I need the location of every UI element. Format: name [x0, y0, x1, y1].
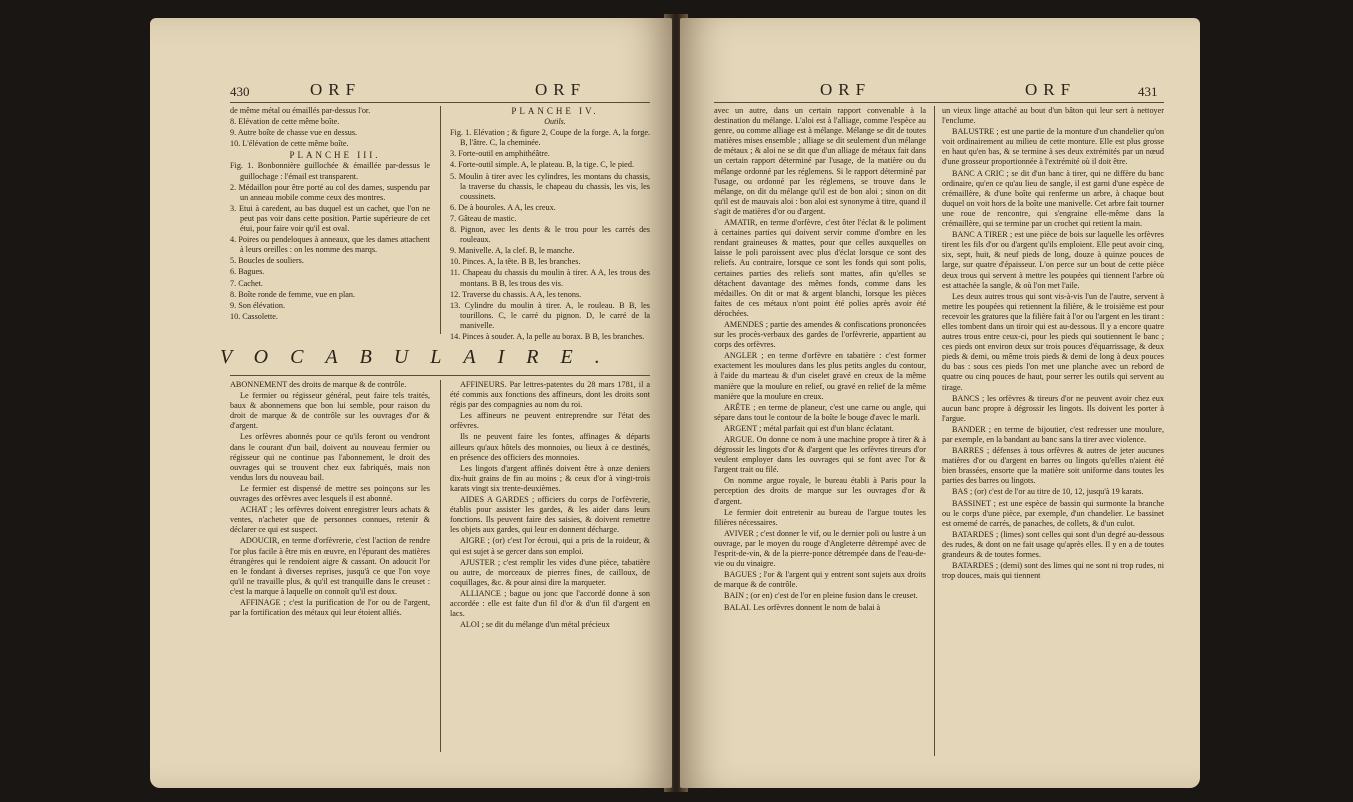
- plate-item: 5. Boucles de souliers.: [230, 256, 304, 266]
- plate-item: 14. Pinces à souder. A, la pelle au borax. B B, les branches.: [450, 331, 645, 341]
- entry: BASSINET ; est une espèce de bassin qui surmonte la branche ou le corps d'une pièce, par exemple, d'un chandelier. Le bassinet est ornemé de carrés, de panaches, de collets, & d'un culot.: [942, 498, 1164, 528]
- plate-item: 13. Cylindre du moulin à tirer. A, le rouleau. B B, les tourillons. C, le carré du pignon. D, le carré de la manivelle.: [450, 300, 650, 330]
- entry: Le fermier ou régisseur général, peut faire tels traités, baux & abonnemens que bon lui semble, pour raison du droit de marque & de contrôle sur les ouvrages d'or & d'argent.: [230, 391, 430, 431]
- entry: BANCS ; les orfèvres & tireurs d'or ne peuvent avoir chez eux aucun banc propre à dégrossir les lingots. Ils doivent les porter à l'argue.: [942, 393, 1164, 423]
- right-page: [680, 18, 1200, 788]
- entry: ANGLER ; en terme d'orfèvre en tabatière : c'est former exactement les moulures dans les plus petits angles du contour, à l'aide du marteau & d'un ciselet gravé en creux de la même manière que la moulure en relief, ou gravé en relief de la même manière que la moulure en creux.: [714, 351, 926, 401]
- entry: ALOI ; se dit du mélange d'un métal précieux: [460, 620, 610, 630]
- text-line: 8. Elévation de cette même boîte.: [230, 117, 340, 127]
- column-divider-right: [934, 106, 935, 756]
- entry: BALUSTRE ; est une partie de la monture d'un chandelier qu'on voit ordinairement au milieu de cette monture. Elle est plus grosse en haut qu'en bas, & se termine à ses deux extrémités par un nœud d'une grosseur proportionnée à l'extrémité où il doit être.: [942, 127, 1164, 167]
- running-head-left: ORF: [310, 80, 362, 99]
- left-col2-vocab: [450, 380, 650, 631]
- plate-item: 4. Poires ou pendeloques à anneaux, que les dames attachent à leurs oreilles : on les nomme des marqs.: [230, 235, 430, 255]
- left-col1-plates: [230, 106, 430, 323]
- entry: ARGENT ; métal parfait qui est d'un blanc éclatant.: [724, 423, 894, 433]
- entry: ARGUE. On donne ce nom à une machine propre à tirer & à dégrossir les lingots d'or & d'argent que les orfèvres tireurs d'or veulent employer dans les ouvrages qui se font avec l'or & l'argent trait ou filé.: [714, 435, 926, 475]
- plate-item: 11. Chapeau du chassis du moulin à tirer. A A, les trous des montans. B B, les trous des vis.: [450, 268, 650, 288]
- entry: AFFINAGE ; c'est la purification de l'or ou de l'argent, par la fortification des métaux qui leur étoient alliés.: [230, 597, 430, 618]
- plate4-subheading: Outils.: [544, 117, 566, 127]
- entry: ARÊTE ; en terme de planeur, c'est une carne ou angle, qui sépare dans tout le contour de la boîte le bouge d'avec le marli.: [714, 402, 926, 422]
- text-line: 10. L'élévation de cette même boîte.: [230, 139, 349, 149]
- entry: BAIN ; (or en) c'est de l'or en pleine fusion dans le creuset.: [724, 591, 918, 601]
- entry: BAGUES ; l'or & l'argent qui y entrent sont sujets aux droits de marque & de contrôle.: [714, 570, 926, 590]
- plate-item: 8. Pignon, avec les dents & le trou pour les carrés des rouleaux.: [450, 225, 650, 245]
- column-divider-bottom: [440, 380, 441, 752]
- plate-item: 8. Boîte ronde de femme, vue en plan.: [230, 289, 356, 299]
- plate3-heading: PLANCHE III.: [289, 150, 381, 161]
- entry: Les deux autres trous qui sont vis-à-vis l'un de l'autre, servent à mettre les poupées qui retiennent la filière, & le troisième est pour recevoir les gratures que la filière fait à l'or ou l'argent en les tirant : elles tombent dans un tiroir qui est au-dessous. Il y a encore quatre autres trous entre ceux-ci, pour les pieds qui soutiennent le banc ; ces pieds ont environ deux sur trois pouces d'équarrissage, & deux pieds & demi, ou même trois pieds & demi de long à deux pouces du bas : sous ces pieds l'on met une planche avec un rebord de quatre ou cinq pouces de haut, pour serrer les outils qui servent au tirage.: [942, 291, 1164, 392]
- entry: Les orfèvres abonnés pour ce qu'ils feront ou vendront dans le courant d'un bail, doivent au nouveau fermier ou régisseur qui ne continue pas l'abonnement, le droit des ouvrages qui se trouvent chez eux fabriqués, mais non vendus lors du nouveau bail.: [230, 432, 430, 482]
- plate-item: 7. Gâteau de mastic.: [450, 213, 517, 223]
- entry: ALLIANCE ; bague ou jonc que l'accordé donne à son accordée : elle est faite d'un fil d'or & d'un fil d'argent en lacs.: [450, 588, 650, 619]
- plate-item: 6. De à bouroles. A A, les creux.: [450, 202, 556, 212]
- page-number-right: 431: [1138, 84, 1158, 99]
- entry: AMENDES ; partie des amendes & confiscations prononcées sur les procès-verbaux des gardes de l'orfèvrerie, appartient au corps des orfèvres.: [714, 319, 926, 350]
- left-col1-vocab: [230, 380, 430, 619]
- header-rule-right: [714, 102, 1164, 103]
- entry: un vieux linge attaché au bout d'un bâton qui leur sert à nettoyer l'enclume.: [942, 106, 1164, 126]
- plate-item: 5. Moulin à tirer avec les cylindres, les montans du chassis, la traverse du chassis, le chapeau du chassis, les vis, les coussinets.: [450, 171, 650, 201]
- entry: ADOUCIR, en terme d'orfèvrerie, c'est l'action de rendre l'or plus facile à être mis en œuvre, en l'épurant des matières étrangères qui le rendoient aigre & cassant. On adoucit l'or en le fondant à diverses reprises, jusqu'à ce que l'on voye qu'il ne travaille plus, & qu'il est tranquille dans le creuset : c'est la marque à laquelle on connoît qu'il est doux.: [230, 536, 430, 596]
- entry: Les lingots d'argent affinés doivent être à onze deniers dix-huit grains de fin au moins ; & ceux d'or à vingt-trois karats vingt six trente-deuxièmes.: [450, 463, 650, 493]
- text-line: 9. Autre boîte de chasse vue en dessus.: [230, 128, 358, 138]
- plate-item: 9. Manivelle. A, la clef. B, le manche.: [450, 246, 575, 256]
- vocabulaire-heading: VOCABULAIRE.: [220, 346, 622, 368]
- entry: BATARDES ; (demi) sont des limes qui ne sont ni trop rudes, ni trop douces, mais qui tiennent: [942, 561, 1164, 581]
- entry: BAS ; (or) c'est de l'or au titre de 10, 12, jusqu'à 19 karats.: [952, 487, 1144, 497]
- text-line: de même métal ou émaillés par-dessus l'or.: [230, 106, 371, 115]
- entry: ACHAT ; les orfèvres doivent enregistrer leurs achats & ventes, n'acheter que de personnes connues, retenir & déclarer ce qui est suspect.: [230, 505, 430, 535]
- entry: BANC A TIRER ; est une pièce de bois sur laquelle les orfèvres tirent les fils d'or ou d'argent qu'ils emploient. Elle peut avoir cinq, six, sept, huit, & neuf pieds de long, douze à quinze pouces de large, sur quatre d'épaisseur. L'on perce sur un bout de cette pièce deux trous qui servent à mettre les poupées qui tiennent l'arbre où est attachée la sangle, & où l'on met l'aile.: [942, 230, 1164, 290]
- page-number-left: 430: [230, 84, 250, 99]
- right-col1: [714, 106, 926, 614]
- entry: On nomme argue royale, le bureau établi à Paris pour la perception des droits de marque sur les ouvrages d'or & d'argent.: [714, 476, 926, 506]
- entry: BATARDES ; (limes) sont celles qui sont d'un degré au-dessous des rudes, & dont on ne fait usage qu'après elles. Il y en a de toutes grandeurs & de toutes formes.: [942, 529, 1164, 560]
- plate-item: 10. Cassolette.: [230, 311, 278, 321]
- plate-item: 3. Etui à caredent, au bas duquel est un cachet, que l'on ne peut pas voir dans cette position. Partie supérieure de cet étui, pour faire voir qu'il est oval.: [230, 203, 430, 234]
- column-divider-top: [440, 106, 441, 334]
- entry: avec un autre, dans un certain rapport convenable à la destination du mélange. L'aloi est à l'alliage, comme l'espèce au genre, ou comme alliage est à mélange. Mélange se dit de toutes matières mises ensemble ; alliage se dit seulement d'un mélange de métaux ; & aloi ne se dit que d'un alliage de métaux fait dans un certain rapport déterminé par l'usage, de la matière ou du mélange ordonné par les réglemens. Si le rapport déterminé par l'usage, ou ordonné par les réglemens, se trouve dans le mélange, on dit du mélange qu'il est de bon aloi ; sinon on dit qu'il est de mauvais aloi : bon aloi est synonyme à titre, quand il s'agit de matières d'or ou d'argent.: [714, 106, 926, 216]
- entry: BARRES ; défenses à tous orfèvres & autres de jeter aucunes matières d'or ou d'argent en barres ou lingots qu'elles n'aient été bien brassées, ensorte que la matière soit uniforme dans toutes les parties des barres ou lingots.: [942, 446, 1164, 486]
- left-col2-plates: [450, 106, 650, 343]
- entry: BANDER ; en terme de bijoutier, c'est redresser une moulure, par exemple, en la bandant au banc sans la tirer avec violence.: [942, 424, 1164, 444]
- plate-item: 10. Pinces. A, la tête. B B, les branches.: [450, 257, 581, 267]
- plate-item: 12. Traverse du chassis. A A, les tenons.: [450, 289, 582, 299]
- header-rule-left: [230, 102, 650, 103]
- entry: BANC A CRIC ; se dit d'un banc à tirer, qui ne diffère du banc ordinaire, qu'en ce qu'au lieu de sangle, il est garni d'une espèce de crémaillère, & d'une boîte qui renferme un arbre, à chaque bout duquel on voit hors de la boîte une manivelle. Cet arbre fait tourner une roue de rencontre, qui s'engraine elle-même dans la crémaillère, qui se termine par un crochet qui retient la main.: [942, 168, 1164, 229]
- entry: ABONNEMENT des droits de marque & de contrôle.: [230, 380, 407, 389]
- plate-item: 9. Son élévation.: [230, 300, 286, 310]
- entry: AIDES A GARDES ; officiers du corps de l'orfèvrerie, établis pour assister les gardes, & les aider dans leurs fonctions. Ils peuvent faire des saisies, & doivent remettre les objets aux gardes, qui leur en donnent décharge.: [450, 495, 650, 535]
- running-head-right: ORF: [820, 80, 872, 99]
- plate-item: 7. Cachet.: [230, 278, 263, 288]
- entry: Le fermier doit entretenir au bureau de l'argue toutes les filières nécessaires.: [714, 507, 926, 527]
- entry: Ils ne peuvent faire les fontes, affinages & départs ailleurs qu'aux hôtels des monnoies, ou lieux à ce destinés, en présence des officiers des monnoies.: [450, 432, 650, 462]
- running-head-left-col2: ORF: [535, 80, 587, 99]
- plate-item: Fig. 1. Bonbonnière guillochée & émaillée par-dessus le guillochage : l'émail est transparent.: [230, 161, 430, 181]
- plate-item: 4. Forte-outil simple. A, le plateau. B, la tige. C, le pied.: [450, 160, 634, 170]
- plate-item: 2. Médaillon pour être porté au col des dames, suspendu par un anneau mobile comme ceux des montres.: [230, 182, 430, 202]
- entry: Le fermier est dispensé de mettre ses poinçons sur les ouvrages des orfèvres avec lesquels il est abonné.: [230, 483, 430, 504]
- plate-item: 6. Bagues.: [230, 267, 265, 277]
- entry: AFFINEURS. Par lettres-patentes du 28 mars 1781, il a été commis aux fonctions des affineurs, dont les droits sont régis par des compagnies au nom du roi.: [450, 380, 650, 410]
- right-col2: [942, 106, 1164, 582]
- entry: BALAI. Les orfèvres donnent le nom de balai à: [724, 602, 881, 612]
- entry: AVIVER ; c'est donner le vif, ou le dernier poli ou lustre à un ouvrage, par le moyen du rouge d'Angleterre détrempé avec de l'esprit-de-vin, & de la pierre-ponce détrempée dans de l'eau-de-vie ou du vinaigre.: [714, 528, 926, 569]
- plate-item: Fig. 1. Elévation ; & figure 2, Coupe de la forge. A, la forge. B, l'âtre. C, la cheminée.: [450, 128, 650, 148]
- plate4-heading: PLANCHE IV.: [511, 106, 599, 116]
- plate-item: 3. Forte-outil en amphithéâtre.: [450, 149, 550, 159]
- section-rule: [230, 375, 650, 376]
- entry: AMATIR, en terme d'orfèvre, c'est ôter l'éclat & le poliment à certaines parties qui doivent servir comme d'ombre en les rendant graineuses & mattes, pour que celles auxquelles on laisse le poli paroissent avec plus d'éclat lorsque ce sont des reliefs. Au contraire, lorsque ce sont les fonds qui sont polis, certaines parties des reliefs sont mattes, afin qu'elles se détachent davantage des mêmes fonds, comme dans les médailles. On dit or mat & argent blanchi, lorsque les pièces faites de ces métaux n'ont point été polies après avoir été dérochées.: [714, 218, 926, 318]
- left-page: [150, 18, 672, 788]
- entry: AIGRE ; (or) c'est l'or écroui, qui a pris de la roideur, & qui est sujet à se gercer dans son emploi.: [450, 536, 650, 556]
- entry: Les affineurs ne peuvent entreprendre sur l'état des orfèvres.: [450, 411, 650, 431]
- entry: AJUSTER ; c'est remplir les vides d'une pièce, tabatière ou autre, de morceaux de pierres fines, de cailloux, de coquillages, &c. & pour ainsi dire la marqueter.: [450, 557, 650, 587]
- running-head-right-col2: ORF: [1025, 80, 1077, 99]
